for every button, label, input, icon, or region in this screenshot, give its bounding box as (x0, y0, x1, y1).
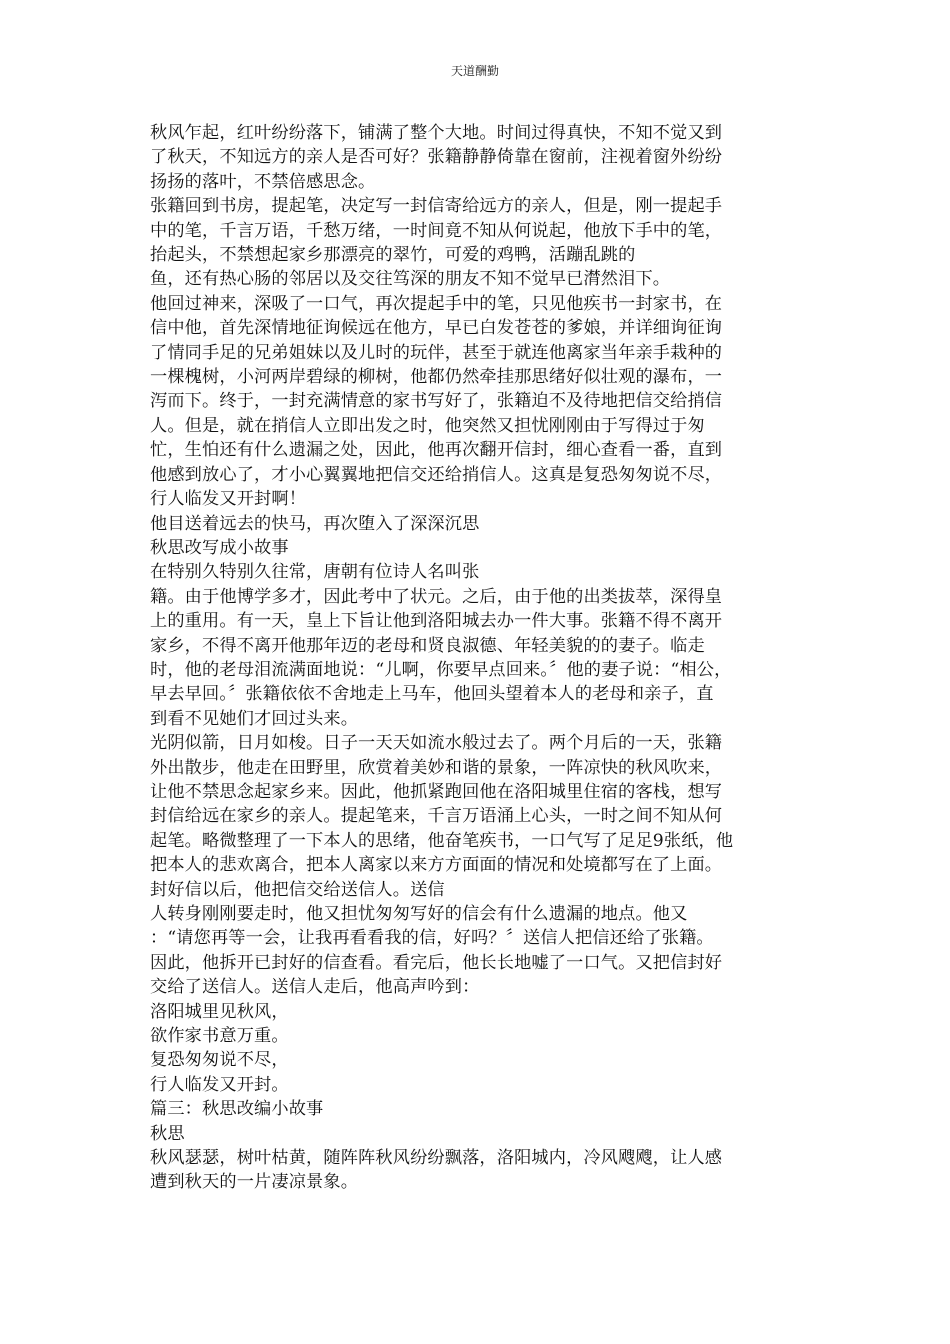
poem-line-4: 行人临发又开封。 (150, 1074, 289, 1095)
paragraph-autumn-wind: 秋风乍起，红叶纷纷落下，铺满了整个大地。时间过得真快，不知不觉又到 了秋天，不知远方的亲人是否可好？张籍静静倚靠在窗前，注视着窗外纷纷 扬扬的落叶，不禁倍感思念。 (150, 123, 723, 192)
paragraph-study-room: 张籍回到书房，提起笔，决定写一封信寄给远方的亲人，但是，刚一提起手 中的笔，千言万语，千愁万绪，一时间竟不知从何说起，他放下手中的笔， 抬起头，不禁想起家乡那漂亮的翠竹，可爱的鸡鸭，活蹦乱跳的 鱼，还有热心肠的邻居以及交往笃深的朋友不知不觉早已潸然泪下。 (150, 196, 723, 290)
document-body (150, 121, 810, 1195)
paragraph-time-flies: 光阴似箭，日月如梭。日子一天天如流水般过去了。两个月后的一天，张籍 外出散步，他走在田野里，欣赏着美妙和谐的景象，一阵凉快的秋风吹来， 让他不禁思念起家乡来。因此，他抓紧跑回他在洛阳城里住宿的客栈，想写 封信给远在家乡的亲人。提起笔来，千言万语涌上心头，一时之间不知从何 起笔。略微整理了一下本人的思绪，他奋笔疾书，一口气写了足足9张纸，他 把本人的悲欢离合，把本人离家以来方方面面的情况和处境都写在了上面。 封好信以后，他把信交给送信人。送信 人转身刚刚要走时，他又担忧匆匆写好的信会有什么遗漏的地点。他又 ：“请您再等一会，让我再看看我的信，好吗？〞送信人把信还给了张籍。 因此，他拆开已封好的信查看。看完后，他长长地嘘了一口气。又把信封好 交给了送信人。送信人走后，他高声吟到： (150, 733, 734, 998)
poem-line-2: 欲作家书意万重。 (150, 1026, 289, 1047)
section-title-story: 秋思改写成小故事 (150, 537, 289, 558)
poem-line-1: 洛阳城里见秋风， (150, 1001, 289, 1022)
paragraph-tang-dynasty: 在特别久特别久往常，唐朝有位诗人名叫张 籍。由于他博学多才，因此考中了状元。之后，由于他的出类拔萃，深得皇 上的重用。有一天，皇上下旨让他到洛阳城去办一件大事。张籍不得不离开 家乡，不得不离开他那年迈的老母和贤良淑德、年轻美貌的的妻子。临走 时，他的老母泪流满面地说：“儿啊，你要早点回来。〞他的妻子说：“相公， 早去早回。〞张籍依依不舍地走上马车，他回头望着本人的老母和亲子，直 到看不见她们才回过头来。 (150, 562, 732, 729)
page-header: 天道酬勤 (450, 64, 499, 78)
section-subtitle-autumn-thoughts: 秋思 (150, 1123, 185, 1144)
paragraph-farewell-horse: 他目送着远去的快马，再次堕入了深深沉思 (150, 513, 480, 534)
paragraph-letter-writing: 他回过神来，深吸了一口气，再次提起手中的笔，只见他疾书一封家书，在 信中他，首先深情地征询候远在他方，早已白发苍苍的爹娘，并详细询征询 了情同手足的兄弟姐妹以及儿时的玩伴，甚至于就连他离家当年亲手栽种的 一棵槐树，小河两岸碧绿的柳树，他都仍然牵挂那思绪好似壮观的瀑布，一 泻而下。终于，一封充满情意的家书写好了，张籍迫不及待地把信交给捎信 人。但是，就在捎信人立即出发之时，他突然又担忧刚刚由于写得过于匆 忙，生怕还有什么遗漏之处，因此，他再次翻开信封，细心查看一番，直到 他感到放心了，才小心翼翼地把信交还给捎信人。这真是复恐匆匆说不尽， 行人临发又开封啊！ (150, 293, 723, 510)
section-title-part-three: 篇三：秋思改编小故事 (150, 1099, 324, 1120)
poem-line-3: 复恐匆匆说不尽， (150, 1050, 289, 1071)
paragraph-luoyang-autumn: 秋风瑟瑟，树叶枯黄，随阵阵秋风纷纷飘落，洛阳城内，冷风飕飕，让人感 遭到秋天的一片凄凉景象。 (150, 1148, 723, 1193)
